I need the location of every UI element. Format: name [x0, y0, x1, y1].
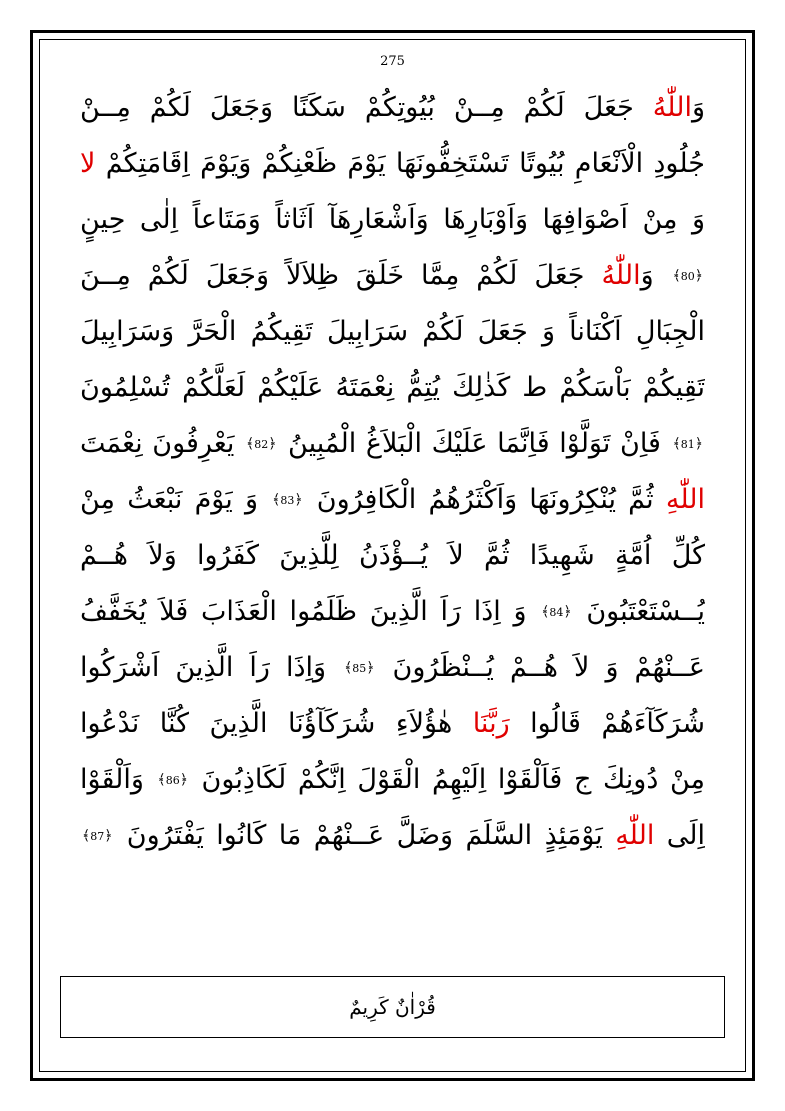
- ayah-number-marker: ﴿ 81 ﴾: [671, 416, 705, 472]
- ayah-number-marker: ﴿ 80 ﴾: [671, 248, 705, 304]
- divine-name-text: اللّٰهُ: [601, 260, 641, 291]
- verse-text: كُلِّ اُمَّةٍ شَهِيدًا ثُمَّ لاَ يُــؤْذَنُ لِلَّذِينَ كَفَرُوا وَلاَ هُــمْ: [80, 540, 705, 571]
- verse-text: وَاِذَا رَاَ الَّذِينَ اَشْرَكُوا: [80, 652, 343, 683]
- verse-line: [80, 360, 705, 416]
- divine-name-text: لا: [80, 148, 106, 179]
- verse-line: [80, 192, 705, 248]
- verse-text: جُلُودِ الْاَنْعَامِ بُيُوتًا تَسْتَخِفُّونَهَا يَوْمَ ظَعْنِكُمْ وَيَوْمَ اِقَامَتِكُمْ: [105, 148, 705, 179]
- verse-text: يُــسْتَعْتَبُونَ: [573, 596, 705, 627]
- footer-text: قُرْاٰنٌ كَرِيمٌ: [349, 995, 436, 1019]
- verse-line: [80, 696, 705, 752]
- verse-line: [80, 640, 705, 696]
- verse-line: [80, 808, 705, 864]
- verse-line: [80, 304, 705, 360]
- verse-text: تَقِيكُمْ بَاْسَكُمْ ط كَذٰلِكَ يُتِمُّ نِعْمَتَهُ عَلَيْكُمْ لَعَلَّكُمْ تُسْلِمُونَ: [80, 372, 705, 403]
- verse-text: يَوْمَئِذٍ السَّلَمَ وَضَلَّ عَــنْهُمْ مَا كَانُوا يَفْتَرُونَ: [114, 820, 616, 851]
- verse-text: عَــنْهُمْ وَ لاَ هُــمْ يُــنْظَرُونَ: [376, 652, 705, 683]
- verse-text: جَعَلَ لَكُمْ مِــنْ بُيُوتِكُمْ سَكَنًا وَجَعَلَ لَكُمْ مِــنْ: [80, 92, 653, 123]
- ayah-number-marker: ﴿ 82 ﴾: [244, 416, 278, 472]
- verse-line: [80, 584, 705, 640]
- verse-text: ثُمَّ يُنْكِرُونَهَا وَاَكْثَرُهُمُ الْكَافِرُونَ: [304, 484, 666, 515]
- page-frame-outer: [30, 30, 755, 1081]
- verse-text: وَ اِذَا رَاَ الَّذِينَ ظَلَمُوا الْعَذَابَ فَلاَ يُخَفَّفُ: [80, 596, 540, 627]
- verse-line: [80, 528, 705, 584]
- verse-text: الْجِبَالِ اَكْنَاناً وَ جَعَلَ لَكُمْ سَرَابِيلَ تَقِيكُمُ الْحَرَّ وَسَرَابِيلَ: [80, 316, 705, 347]
- ayah-number-marker: ﴿ 87 ﴾: [80, 808, 114, 864]
- verse-text: وَ: [691, 92, 705, 123]
- verse-text: مِنْ دُونِكَ ج فَاَلْقَوْا اِلَيْهِمُ الْقَوْلَ اِنَّكُمْ لَكَاذِبُونَ: [189, 764, 705, 795]
- verse-text: وَ: [640, 260, 671, 291]
- ayah-number-marker: ﴿ 85 ﴾: [342, 640, 376, 696]
- divine-name-text: اللّٰهُ: [652, 92, 692, 123]
- ayah-number-marker: ﴿ 83 ﴾: [270, 472, 304, 528]
- verse-line: [80, 416, 705, 472]
- footer-box: [60, 976, 725, 1038]
- ayah-number-marker: ﴿ 84 ﴾: [539, 584, 573, 640]
- divine-name-text: اللّٰهِ: [615, 820, 655, 851]
- verse-text: وَ مِنْ اَصْوَافِهَا وَاَوْبَارِهَا وَاَشْعَارِهَآ اَثَاثاً وَمَتَاعاً اِلٰى حِينٍ: [80, 204, 705, 235]
- verse-text: اِلَى: [654, 820, 705, 851]
- verse-text: يَعْرِفُونَ نِعْمَتَ: [80, 428, 245, 459]
- divine-name-text: رَبَّنَا: [472, 708, 510, 739]
- verse-text: جَعَلَ لَكُمْ مِمَّا خَلَقَ ظِلاَلاً وَجَعَلَ لَكُمْ مِــنَ: [80, 260, 602, 291]
- verse-line: [80, 80, 705, 136]
- verse-text: شُرَكَآءَهُمْ قَالُوا: [509, 708, 705, 739]
- verse-text: فَاِنْ تَوَلَّوْا فَاِنَّمَا عَلَيْكَ الْبَلاَغُ الْمُبِينُ: [278, 428, 671, 459]
- divine-name-text: اللّٰهِ: [665, 484, 705, 515]
- quran-text-block: [80, 80, 705, 864]
- page-frame-inner: [39, 39, 746, 1072]
- verse-text: وَ يَوْمَ نَبْعَثُ مِنْ: [80, 484, 271, 515]
- verse-line: [80, 752, 705, 808]
- verse-line: [80, 472, 705, 528]
- verse-line: [80, 248, 705, 304]
- verse-text: وَاَلْقَوْا: [80, 764, 156, 795]
- ayah-number-marker: ﴿ 86 ﴾: [156, 752, 190, 808]
- verse-line: [80, 136, 705, 192]
- page-number: 275: [380, 54, 405, 69]
- verse-text: هٰؤُلاَءِ شُرَكَآؤُنَا الَّذِينَ كُنَّا نَدْعُوا: [80, 708, 473, 739]
